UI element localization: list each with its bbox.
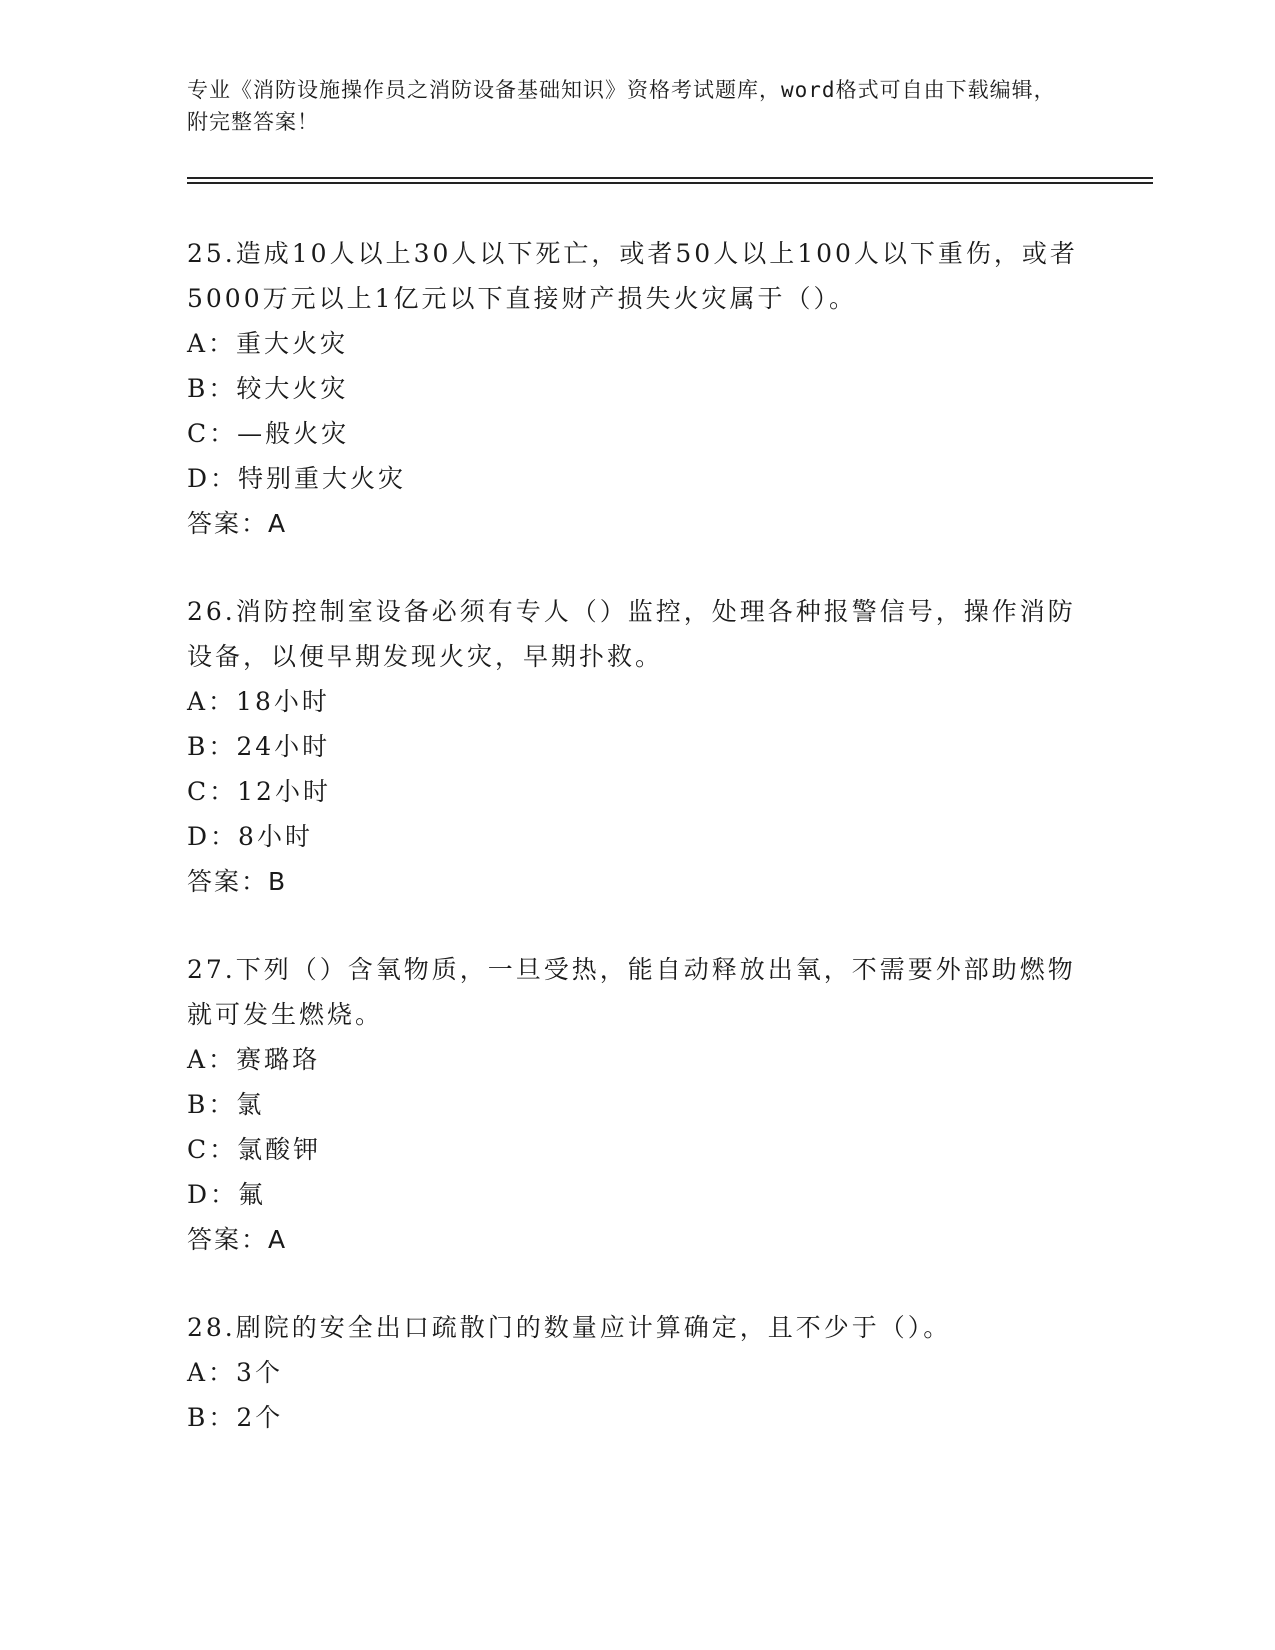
option-c: C：—般火灾 <box>187 419 350 448</box>
answer-line: 答案：B <box>187 867 288 896</box>
option-a: A：3个 <box>187 1358 283 1387</box>
header-divider-bottom <box>187 182 1153 184</box>
option-d: D：特别重大火灾 <box>187 464 407 493</box>
option-b: B：较大火灾 <box>187 374 349 403</box>
option-c: C：氯酸钾 <box>187 1135 322 1164</box>
option-a: A：18小时 <box>187 687 330 716</box>
option-c: C：12小时 <box>187 777 331 806</box>
document-header <box>187 74 1077 138</box>
option-a: A：重大火灾 <box>187 329 349 358</box>
option-b: B：24小时 <box>187 732 331 761</box>
option-b: B：氯 <box>187 1090 265 1119</box>
question-stem: 25.造成10人以上30人以下死亡，或者50人以上100人以下重伤，或者5000万元以上1亿元以下直接财产损失火灾属于（）。 <box>187 239 1078 313</box>
question-list <box>187 231 1087 1483</box>
option-d: D：8小时 <box>187 822 313 851</box>
question-stem: 26.消防控制室设备必须有专人（）监控，处理各种报警信号，操作消防设备，以便早期发现火灾，早期扑救。 <box>187 597 1076 671</box>
question-stem: 27.下列（）含氧物质，一旦受热，能自动释放出氧，不需要外部助燃物就可发生燃烧。 <box>187 955 1076 1029</box>
answer-line: 答案：A <box>187 1225 288 1254</box>
option-b: B：2个 <box>187 1403 284 1432</box>
header-text: 专业《消防设施操作员之消防设备基础知识》资格考试题库，word格式可自由下载编辑，附完整答案！ <box>187 78 1056 134</box>
question-28 <box>187 1305 1087 1440</box>
question-stem: 28.剧院的安全出口疏散门的数量应计算确定，且不少于（）。 <box>187 1313 952 1342</box>
header-divider-top <box>187 177 1153 179</box>
question-26 <box>187 589 1087 904</box>
question-25 <box>187 231 1087 546</box>
question-27 <box>187 947 1087 1262</box>
answer-line: 答案：A <box>187 509 288 538</box>
option-d: D：氟 <box>187 1180 267 1209</box>
option-a: A：赛璐珞 <box>187 1045 321 1074</box>
